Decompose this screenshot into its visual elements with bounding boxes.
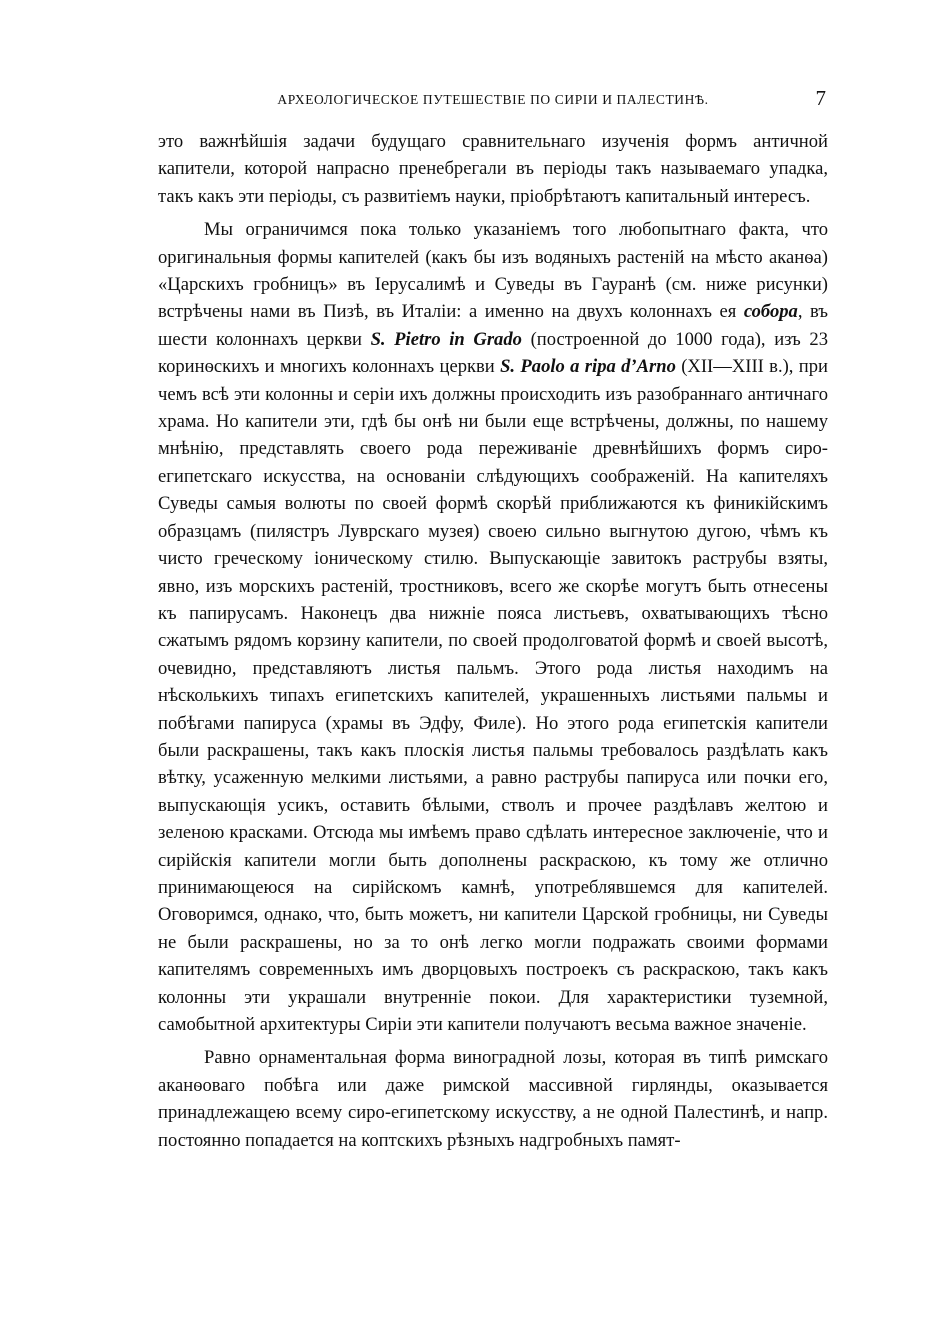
text-run: это важнѣйшія задачи будущаго сравнительнаго изученія формъ античной капители, которой напрасно пренебрегали въ періоды такъ называемаго упадка, такъ какъ эти періоды, съ развитіемъ науки, пріобрѣтаютъ капитальный интересъ.	[158, 131, 828, 207]
book-page	[158, 86, 828, 1154]
italic-phrase: собора	[743, 301, 798, 323]
paragraph-2	[158, 216, 828, 1038]
paragraph-3	[158, 1044, 828, 1154]
text-run: (построенной до 1000 года), изъ 23 коринѳскихъ и многихъ колоннахъ церкви	[158, 328, 828, 378]
running-header	[158, 86, 828, 114]
page-number: 7	[815, 86, 826, 110]
italic-phrase: S. Paolo a ripa d’Arno	[500, 356, 676, 378]
running-title: АРХЕОЛОГИЧЕСКОЕ ПУТЕШЕСТВІЕ ПО СИРІИ И ПАЛЕСТИНѢ.	[277, 92, 709, 107]
italic-phrase: S. Pietro in Grado	[370, 328, 522, 350]
text-run: (XII—XIII в.), при чемъ всѣ эти колонны и серіи ихъ должны происходить изъ разобраннаго античнаго храма. Но капители эти, гдѣ бы онѣ ни были еще встрѣчены, должны, по нашему мнѣнію, представлять своего рода переживаніе древнѣйшихъ формъ сиро-египетскаго искусства, на основаніи слѣдующихъ соображеній. На капителяхъ Суведы самыя волюты по своей формѣ скорѣй приближаются къ финикійскимъ образцамъ (пилястръ Луврскаго музея) своею сильно выгнутою дугою, чѣмъ къ чисто греческому іоническому стилю. Выпускающіе завитокъ раструбы взяты, явно, изъ морскихъ растеній, тростниковъ, всего же скорѣе могутъ быть отнесены къ папирусамъ. Наконецъ два нижніе пояса листьевъ, охватывающихъ тѣсно сжатымъ рядомъ корзину капители, по своей продолговатой формѣ и своей высотѣ, очевидно, представляютъ листья пальмъ. Этого рода листья находимъ на нѣсколькихъ типахъ египетскихъ капителей, украшенныхъ листьями пальмы и побѣгами папируса (храмы въ Эдфу, Филе). Но этого рода египетскія капители были раскрашены, такъ какъ плоскія листья пальмы требовалось раздѣлать какъ вѣтку, усаженную мелкими листьями, а равно раструбы папируса или почки его, выпускающія усикъ, оставить бѣлыми, стволъ и прочее раздѣлавъ желтою и зеленою красками. Отсюда мы имѣемъ право сдѣлать интересное заключеніе, что и сирійскія капители могли быть дополнены раскраскою, къ тому же отлично принимающеюся на сирійскомъ камнѣ, употреблявшемся для капителей. Оговоримся, однако, что, быть можетъ, ни капители Царской гробницы, ни Суведы не были раскрашены, но за то онѣ легко могли подражать своими формами капителямъ современныхъ имъ дворцовыхъ построекъ съ раскраскою, такъ какъ колонны эти украшали внутренніе покои. Для характеристики туземной, самобытной архитектуры Сиріи эти капители получаютъ весьма важное значеніе.	[158, 356, 828, 1035]
text-run: Мы ограничимся пока только указаніемъ того любопытнаго факта, что оригинальныя формы капителей (какъ бы изъ водяныхъ растеній на мѣсто аканѳа) «Царскихъ гробницъ» въ Іерусалимѣ и Суведы въ Гауранѣ (см. ниже рисунки) встрѣчены нами въ Пизѣ, въ Италіи: а именно на двухъ колоннахъ ея	[158, 219, 828, 323]
body-text	[158, 128, 828, 1154]
text-run: Равно орнаментальная форма виноградной лозы, которая въ типѣ римскаго аканѳоваго побѣга или даже римской массивной гирлянды, оказывается принадлежащею всему сиро-египетскому искусству, а не одной Палестинѣ, и напр. постоянно попадается на коптскихъ рѣзныхъ надгробныхъ памят-	[158, 1047, 828, 1151]
text-run: , въ шести колоннахъ церкви	[158, 301, 828, 350]
paragraph-1	[158, 128, 828, 210]
